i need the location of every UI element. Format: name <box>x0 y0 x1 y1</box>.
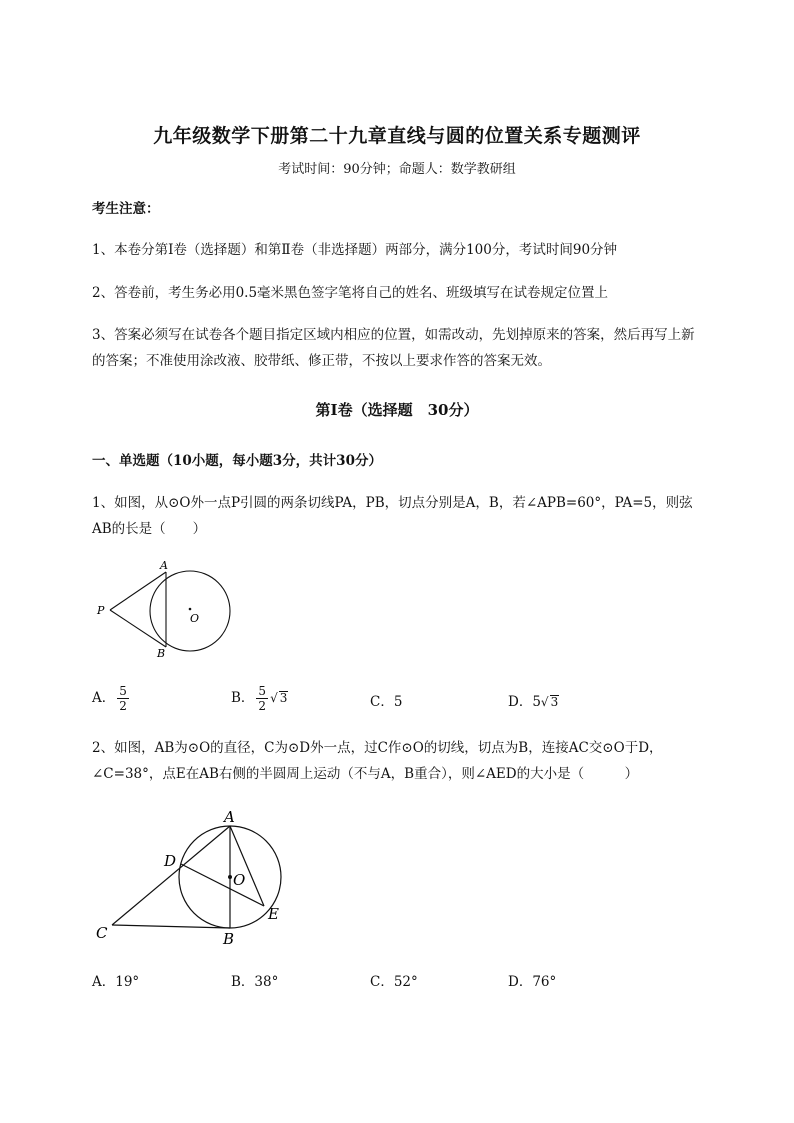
section-title: 第I卷（选择题 30分） <box>315 401 479 419</box>
fraction <box>117 684 129 713</box>
radicand: 3 <box>279 691 288 705</box>
q2-option-b[interactable]: B．38° <box>231 974 279 990</box>
label-a: A <box>224 808 235 826</box>
denominator: 2 <box>258 699 267 713</box>
notice-item-2: 2、答卷前，考生务必用0.5毫米黑色签字笔将自己的姓名、班级填写在试卷规定位置上 <box>92 285 609 301</box>
q1-option-b-prefix: B． <box>231 690 255 706</box>
q2-option-c[interactable]: C．52° <box>370 974 418 990</box>
chord-ae <box>230 826 264 906</box>
label-e: E <box>268 905 279 923</box>
q1-option-d[interactable] <box>508 690 559 710</box>
question-1-text: 1、如图，从⊙O外一点P引圆的两条切线PA，PB，切点分别是A，B，若∠APB=60°，PA=5，则弦 <box>92 495 693 511</box>
label-c: C <box>96 924 108 942</box>
question-2-text-cont: ∠C=38°，点E在AB右侧的半圆周上运动（不与A，B重合），则∠AED的大小是（ ） <box>92 766 639 782</box>
exam-subtitle: 考试时间：90分钟；命题人：数学教研组 <box>278 162 516 177</box>
question-1-figure <box>90 558 240 660</box>
label-p: P <box>97 604 105 617</box>
notice-item-3: 3、答案必须写在试卷各个题目指定区域内相应的位置，如需改动，先划掉原来的答案，然后再写上新 <box>92 327 695 343</box>
notice-item-3-cont: 的答案；不准使用涂改液、胶带纸、修正带，不按以上要求作答的答案无效。 <box>92 353 551 369</box>
question-1-text-cont: AB的长是（ ） <box>92 521 207 537</box>
question-2-text: 2、如图，AB为⊙O的直径，C为⊙D外一点，过C作⊙O的切线，切点为B，连接AC交⊙O于D， <box>92 740 663 756</box>
label-d: D <box>164 852 177 870</box>
q1-option-b[interactable] <box>231 684 288 713</box>
notice-item-1: 1、本卷分第I卷（选择题）和第Ⅱ卷（非选择题）两部分，满分100分，考试时间90分钟 <box>92 242 618 258</box>
numerator: 5 <box>258 684 267 698</box>
center-point <box>228 875 232 879</box>
page-title: 九年级数学下册第二十九章直线与圆的位置关系专题测评 <box>153 125 641 147</box>
radical-icon: √ <box>270 691 278 705</box>
label-a: A <box>160 559 168 572</box>
q2-option-a[interactable]: A．19° <box>92 974 140 990</box>
tangent-pa <box>110 572 166 610</box>
q1-option-c[interactable]: C．5 <box>370 694 403 710</box>
q1-option-a-prefix: A． <box>92 690 116 706</box>
denominator: 2 <box>119 699 127 713</box>
q1-option-d-prefix: D．5 <box>508 694 541 710</box>
numerator: 5 <box>119 684 127 698</box>
q2-option-d[interactable]: D．76° <box>508 974 557 990</box>
fraction <box>256 684 268 713</box>
q1-option-a[interactable] <box>92 684 131 713</box>
radical-icon: √ <box>540 695 549 709</box>
line-ca <box>112 826 230 925</box>
label-b: B <box>157 647 166 660</box>
question-2-figure <box>92 805 292 947</box>
part-heading: 一、单选题（10小题，每小题3分，共计30分） <box>92 453 382 469</box>
label-o: O <box>233 871 246 889</box>
center-point <box>189 608 192 611</box>
tangent-pb <box>110 610 166 647</box>
label-o: O <box>190 612 200 625</box>
notice-heading: 考生注意： <box>92 201 160 217</box>
label-b: B <box>223 930 235 947</box>
chord-de <box>181 864 264 906</box>
radicand: 3 <box>550 695 559 709</box>
circle-o <box>150 571 230 651</box>
